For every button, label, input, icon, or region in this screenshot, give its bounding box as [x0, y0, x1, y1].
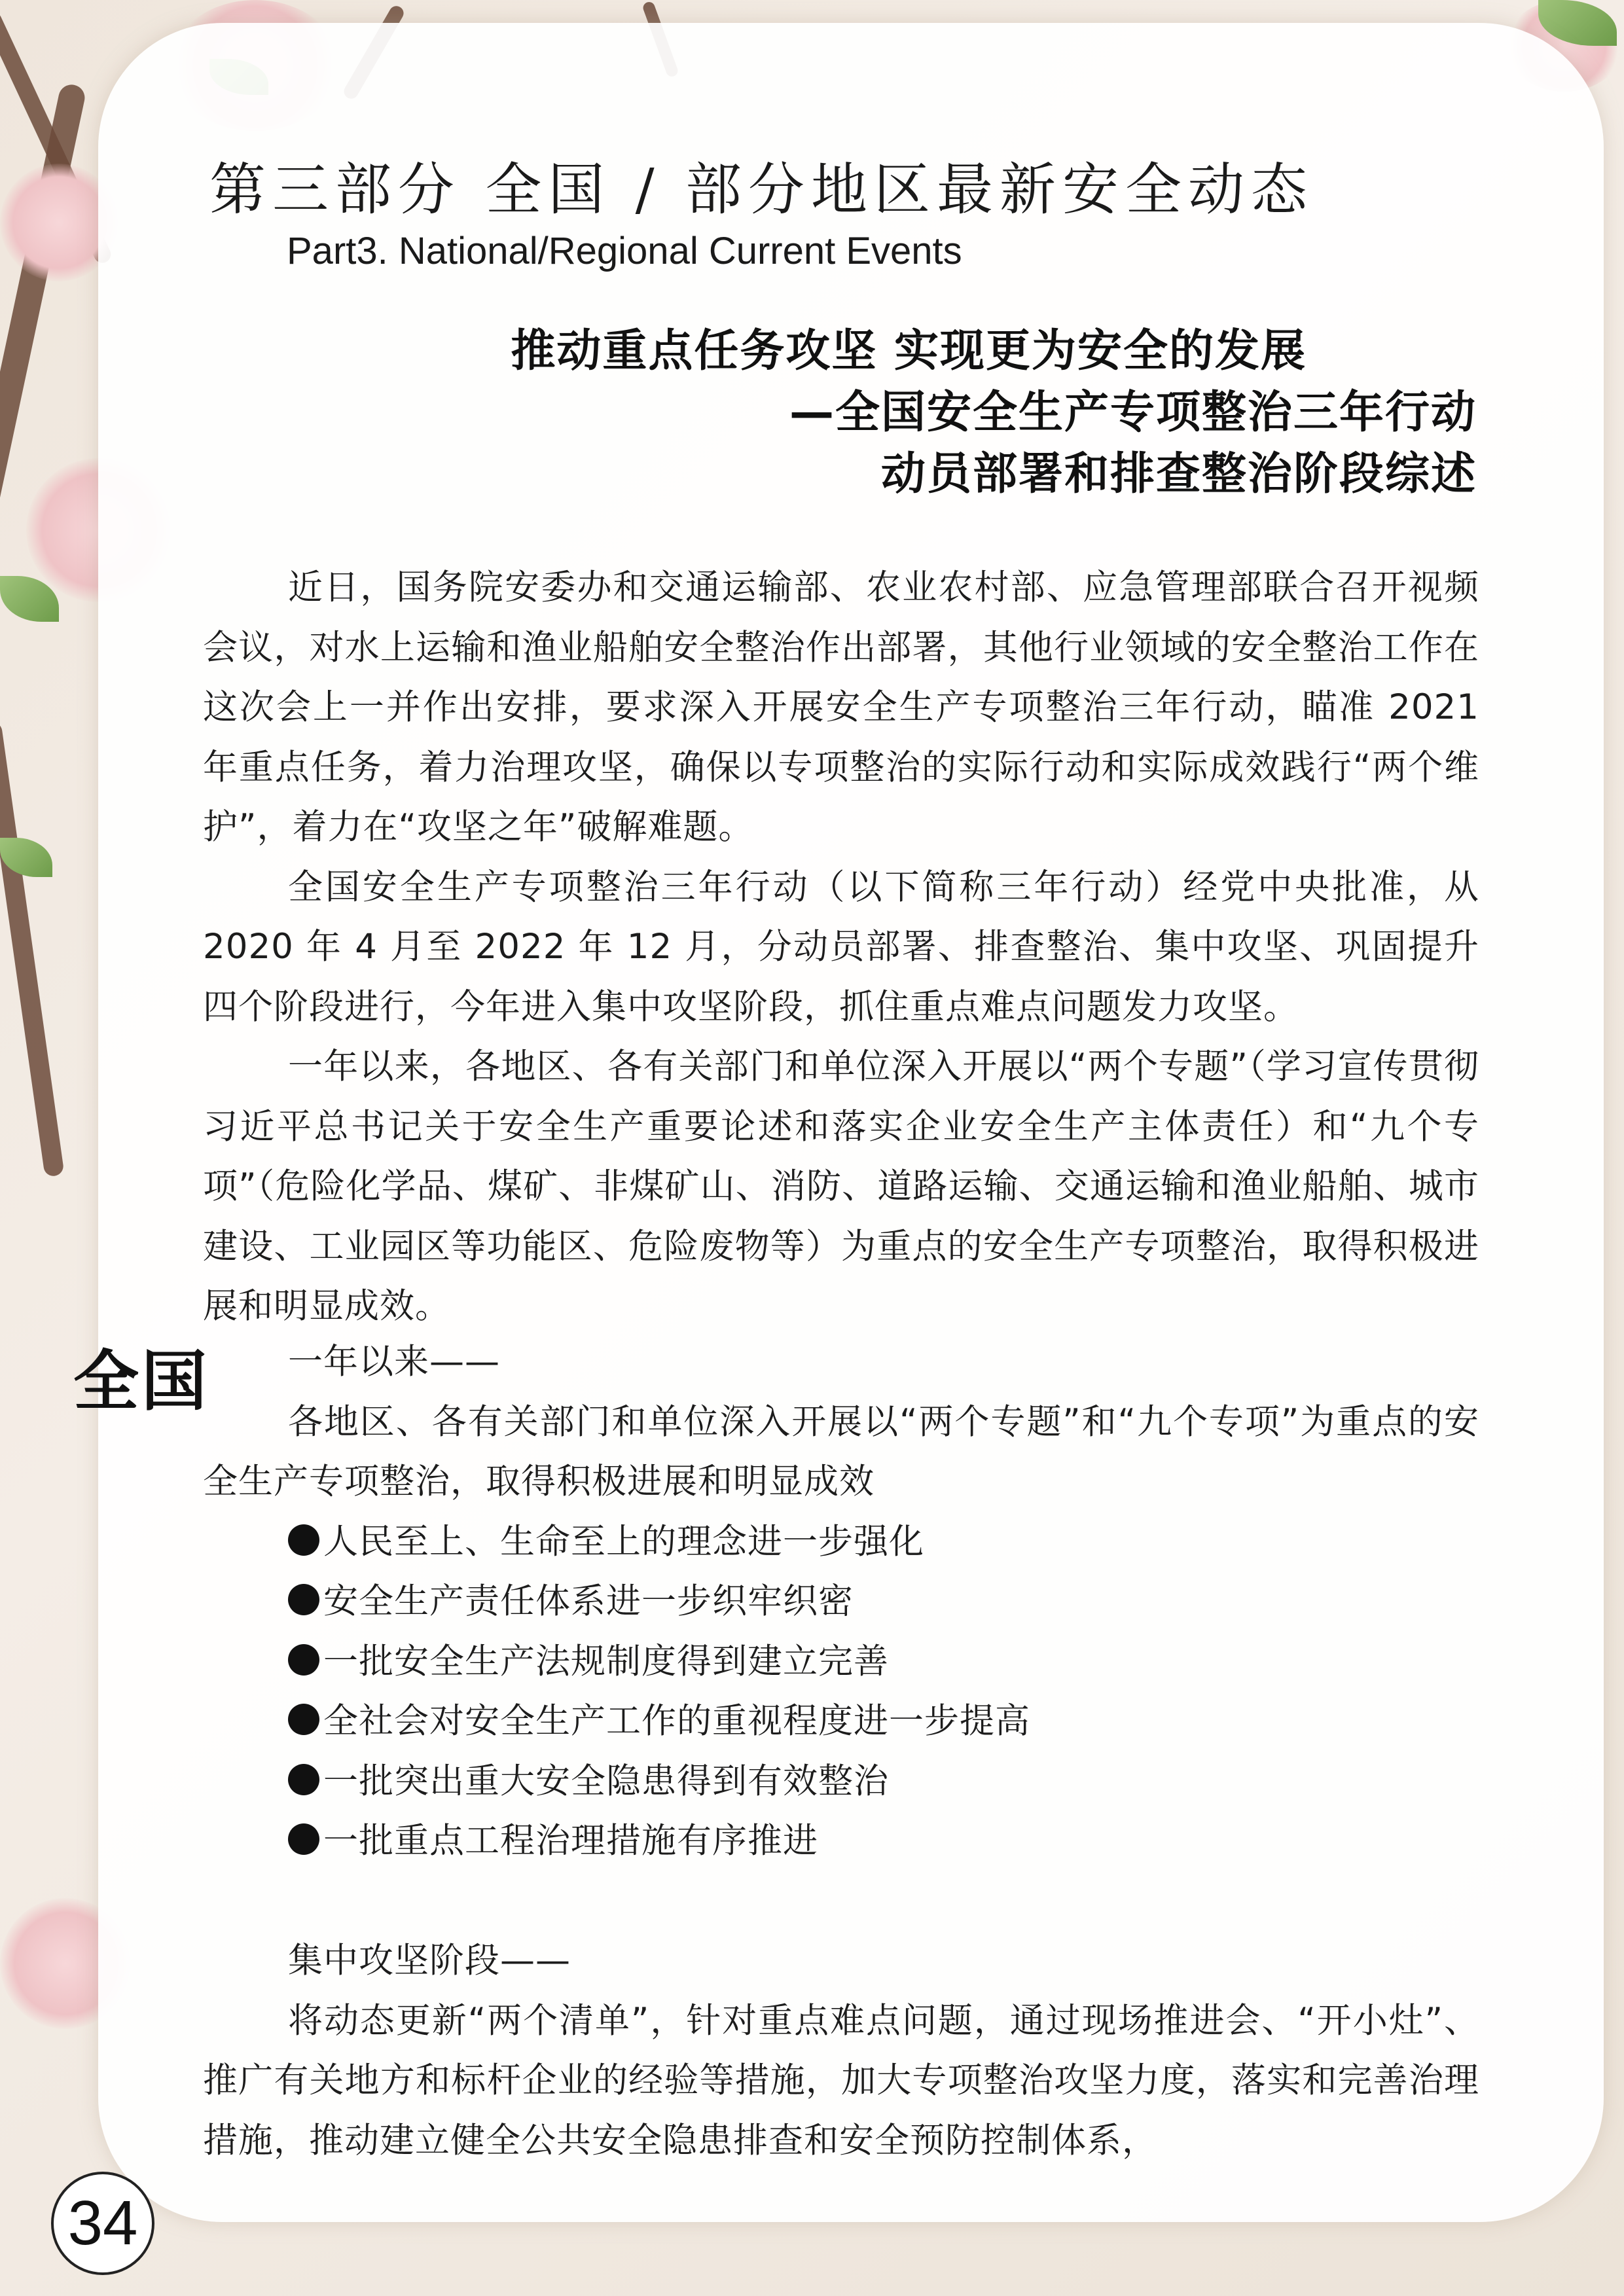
paragraph-1: 近日，国务院安委办和交通运输部、农业农村部、应急管理部联合召开视频会议，对水上运输和渔业船舶安全整治作出部署，其他行业领域的安全整治工作在这次会上一并作出安排，要求深入开展安全生产专项整治三年行动，瞄准 2021 年重点任务，着力治理攻坚，确保以专项整治的实际行动和实际成效践行“两个维护”，着力在“攻坚之年”破解难题。 — [203, 567, 1479, 847]
bullet-icon — [288, 1764, 319, 1795]
article-headline — [511, 321, 1477, 505]
bullet-icon — [288, 1823, 319, 1855]
article-body — [203, 558, 1479, 1336]
achievement-list — [203, 1512, 1479, 1871]
part-title: 第三部分 全国 / 部分地区最新安全动态 — [209, 157, 1314, 223]
list-item: 全社会对安全生产工作的重视程度进一步提高 — [288, 1691, 1479, 1751]
national-section — [203, 1332, 1479, 2170]
bullet-icon — [288, 1644, 319, 1676]
headline-line-3: 动员部署和排查整治阶段综述 — [880, 448, 1477, 500]
national-section-label: 全国 — [73, 1343, 209, 1420]
bullet-icon — [288, 1524, 319, 1556]
list-item: 一批安全生产法规制度得到建立完善 — [288, 1632, 1479, 1692]
headline-line-2: —全国安全生产专项整治三年行动 — [789, 387, 1477, 439]
list-item: 一批重点工程治理措施有序推进 — [288, 1811, 1479, 1871]
list-item: 人民至上、生命至上的理念进一步强化 — [288, 1512, 1479, 1572]
intro-text: 各地区、各有关部门和单位深入开展以“两个专题”和“九个专项”为重点的安全生产专项整治，取得积极进展和明显成效 — [203, 1401, 1479, 1501]
stage-heading: 集中攻坚阶段—— — [288, 1941, 571, 1981]
bullet-icon — [288, 1584, 319, 1615]
headline-line-1: 推动重点任务攻坚 实现更为安全的发展 — [511, 325, 1307, 377]
stage-text: 将动态更新“两个清单”，针对重点难点问题，通过现场推进会、“开小灶”、推广有关地方和标杆企业的经验等措施，加大专项整治攻坚力度，落实和完善治理措施，推动建立健全公共安全隐患排查和安全预防控制体系， — [203, 2000, 1479, 2161]
part-subtitle: Part3. National/Regional Current Events — [287, 230, 962, 272]
list-item: 一批突出重大安全隐患得到有效整治 — [288, 1751, 1479, 1812]
intro-heading: 一年以来—— — [288, 1342, 500, 1382]
bullet-icon — [288, 1704, 319, 1735]
page-number: 34 — [51, 2172, 154, 2275]
list-item: 安全生产责任体系进一步织牢织密 — [288, 1571, 1479, 1632]
paragraph-2: 全国安全生产专项整治三年行动（以下简称三年行动）经党中央批准，从 2020 年 4 月至 2022 年 12 月，分动员部署、排查整治、集中攻坚、巩固提升四个阶段进行，今年进入集中攻坚阶段，抓住重点难点问题发力攻坚。 — [203, 867, 1479, 1027]
paragraph-3: 一年以来，各地区、各有关部门和单位深入开展以“两个专题”（学习宣传贯彻习近平总书记关于安全生产重要论述和落实企业安全生产主体责任）和“九个专项”（危险化学品、煤矿、非煤矿山、消防、道路运输、交通运输和渔业船舶、城市建设、工业园区等功能区、危险废物等）为重点的安全生产专项整治，取得积极进展和明显成效。 — [203, 1047, 1479, 1326]
